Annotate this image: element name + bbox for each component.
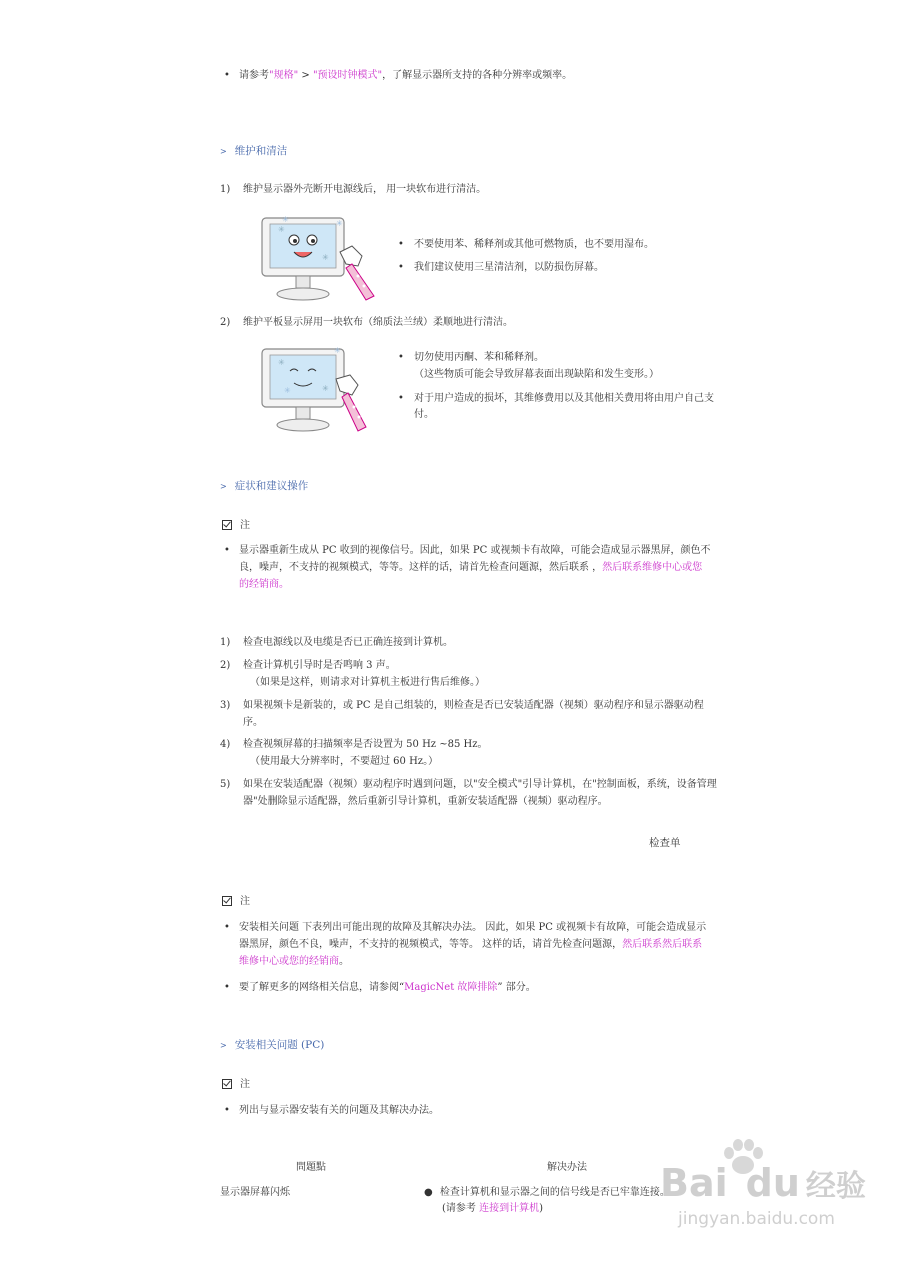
step-text: 如果在安装适配器（视频）驱动程序时遇到问题，以"安全模式"引导计算机，在"控制面板，系统，设备管理	[243, 779, 717, 790]
dealer-link[interactable]: 维修中心或您的经销商	[239, 956, 339, 967]
bullet-continuation: （这些物质可能会导致屏幕表面出现缺陷和发生变形。）	[414, 369, 659, 380]
bullet-line: 安装相关问题 下表列出可能出现的故障及其解决办法。 因此，如果 PC 或视频卡有故障，可能会造成显示	[239, 922, 707, 933]
checkbox-icon	[222, 896, 232, 906]
checkbox-icon	[222, 1079, 232, 1089]
bullet-dot: •	[224, 922, 230, 933]
step-number: 5)	[220, 779, 231, 790]
bullet-dot: •	[224, 70, 230, 81]
note-heading	[222, 893, 250, 910]
step-text: 如果视频卡是新装的，或 PC 是自己组装的，则检查是否已安装适配器（视频）驱动程序和显示器驱动程	[243, 700, 704, 711]
step-text: （如果是这样，则请求对计算机主板进行售后维修。）	[250, 677, 485, 688]
section-symptoms	[220, 478, 308, 495]
bullet-continuation: 付。	[414, 409, 434, 420]
magicnet-troubleshooting-link[interactable]: MagicNet 故障排除	[404, 982, 498, 993]
table-cell-solution	[424, 1184, 670, 1201]
note-label: 注	[240, 520, 250, 531]
section-title: 维护和清洁	[234, 145, 288, 157]
checkbox-icon	[222, 520, 232, 530]
step-text: 器"处删除显示适配器，然后重新引导计算机，重新安装适配器（视频）驱动程序。	[243, 796, 608, 807]
solution-reference	[442, 1200, 543, 1217]
step-number: 2)	[220, 317, 231, 328]
step-number: 1)	[220, 184, 231, 195]
bullet-dot: •	[398, 352, 404, 363]
connect-to-computer-link[interactable]: 连接到计算机	[479, 1203, 540, 1214]
section-install-pc	[220, 1037, 324, 1054]
svg-text:✳: ✳	[334, 346, 341, 355]
svg-text:✳: ✳	[284, 386, 291, 395]
service-center-link[interactable]: 然后联系维修中心或您	[602, 562, 703, 573]
monitor-cleaning-illustration	[248, 212, 388, 304]
table-header-solution: 解决办法	[547, 1162, 587, 1173]
watermark-cn: 经验	[805, 1169, 866, 1204]
bullet-line: 良，噪声，不支持的视频模式，等等。这样的话，请首先检查问题源，然后联系 ，	[239, 562, 603, 573]
service-center-link[interactable]: 然后联系然后联系	[622, 939, 703, 950]
bullet-text: 切勿使用丙酮、苯和稀释剂。	[414, 352, 544, 363]
section-arrow-icon: >	[220, 482, 227, 491]
note-label: 注	[240, 1079, 250, 1090]
bullet-dot: ●	[424, 1187, 433, 1198]
note-label: 注	[240, 896, 250, 907]
section-arrow-icon: >	[220, 147, 227, 156]
section-arrow-icon: >	[220, 1041, 227, 1050]
svg-text:✳: ✳	[278, 358, 285, 367]
bullet-dot: •	[224, 982, 230, 993]
table-header-problem: 問題點	[296, 1162, 326, 1173]
bullet-text: 对于用户造成的损坏，其维修费用以及其他相关费用将由用户自己支	[414, 393, 714, 404]
preset-timing-link[interactable]: "预设时钟模式"	[312, 70, 383, 81]
bullet-text: 请参考	[239, 70, 269, 81]
monitor-cleaning-illustration	[248, 343, 388, 435]
bullet-text: 不要使用苯、稀释剂或其他可燃物质，也不要用湿布。	[414, 239, 654, 250]
bullet-dot: •	[398, 393, 404, 404]
svg-text:✳: ✳	[336, 219, 343, 228]
step-text: 维护平板显示屏用一块软布（绵质法兰绒）柔顺地进行清洁。	[243, 317, 513, 328]
ref-prefix: (请参考	[442, 1203, 480, 1214]
bullet-text: 要了解更多的网络相关信息，请参阅“	[239, 982, 405, 993]
bullet-line: 显示器重新生成从 PC 收到的视像信号。因此，如果 PC 或视频卡有故障，可能会造成显示器黑屏，颜色不	[239, 545, 711, 556]
dealer-link[interactable]: 的经销商。	[239, 579, 289, 590]
separator: >	[298, 70, 313, 81]
svg-text:✳: ✳	[322, 253, 329, 262]
watermark-url: jingyan.baidu.com	[678, 1209, 835, 1229]
bullet-dot: •	[398, 262, 404, 273]
step-text: 检查视频屏幕的扫描频率是否设置为 50 Hz ~85 Hz。	[243, 739, 488, 750]
bullet-dot: •	[224, 1105, 230, 1116]
section-maintenance	[220, 143, 287, 160]
bullet-dot: •	[398, 239, 404, 250]
spec-link[interactable]: "规格"	[269, 70, 299, 81]
bullet-suffix: ，了解显示器所支持的各种分辨率或频率。	[382, 70, 573, 81]
step-number: 3)	[220, 700, 231, 711]
bullet-dot: •	[224, 545, 230, 556]
bullet-line: 器黑屏，颜色不良，噪声，不支持的视频模式，等等。 这样的话，请首先检查问题源，	[239, 939, 623, 950]
svg-text:✳: ✳	[322, 384, 329, 393]
watermark-brand: Bai	[660, 1161, 728, 1205]
section-title: 安装相关问题 (PC)	[234, 1039, 325, 1051]
step-text: 序。	[243, 717, 263, 728]
svg-text:✳: ✳	[278, 225, 285, 234]
table-cell-problem: 显示器屏幕闪烁	[220, 1187, 290, 1198]
step-number: 2)	[220, 660, 231, 671]
step-number: 1)	[220, 637, 231, 648]
bullet-text: ” 部分。	[497, 982, 536, 993]
step-text: 检查计算机引导时是否鸣响 3 声。	[243, 660, 396, 671]
note-heading	[222, 517, 250, 534]
note-heading	[222, 1076, 250, 1093]
checklist-label: 检查单	[649, 837, 681, 849]
svg-text:✳: ✳	[282, 215, 289, 224]
solution-text: 检查计算机和显示器之间的信号线是否已牢靠连接。	[439, 1187, 670, 1198]
step-text: 检查电源线以及电缆是否已正确连接到计算机。	[243, 637, 453, 648]
section-title: 症状和建议操作	[234, 480, 309, 492]
step-number: 4)	[220, 739, 231, 750]
bullet-text: 列出与显示器安装有关的问题及其解决办法。	[239, 1105, 439, 1116]
step-text: （使用最大分辨率时，不要超过 60 Hz。）	[250, 756, 439, 767]
ref-suffix: )	[539, 1203, 543, 1214]
watermark-brand2: du	[745, 1161, 800, 1205]
bullet-text: 我们建议使用三星清洁剂，以防损伤屏幕。	[414, 262, 604, 273]
bullet-line-end: 。	[339, 956, 349, 967]
step-text: 维护显示器外壳断开电源线后， 用一块软布进行清洁。	[243, 184, 487, 195]
